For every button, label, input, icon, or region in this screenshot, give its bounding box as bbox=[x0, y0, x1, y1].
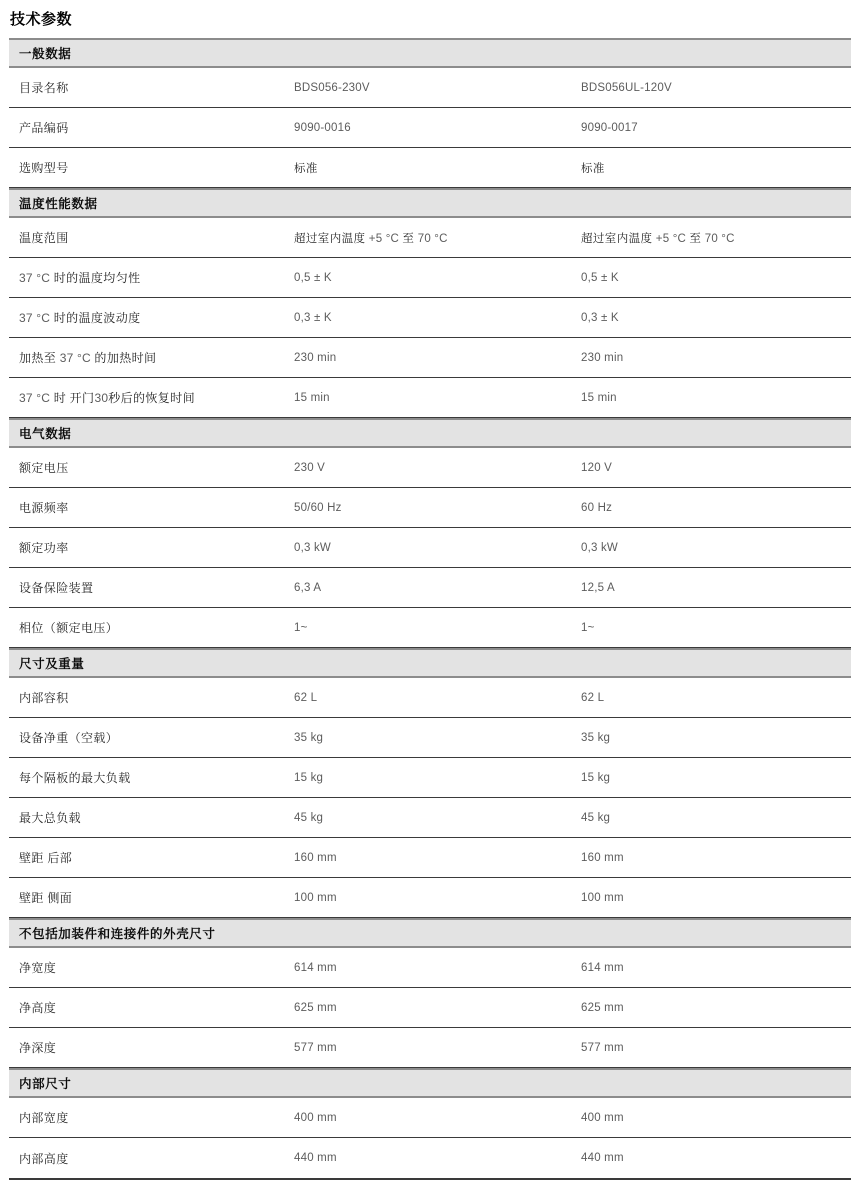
section-header bbox=[9, 918, 851, 948]
spec-row bbox=[9, 948, 851, 988]
spec-value-model-2: 62 L bbox=[581, 691, 605, 704]
spec-row bbox=[9, 798, 851, 838]
section-rows bbox=[9, 218, 851, 418]
spec-value-model-2: 标准 bbox=[581, 162, 605, 175]
spec-row bbox=[9, 988, 851, 1028]
spec-label: 净深度 bbox=[19, 1041, 57, 1055]
spec-value-model-1: 614 mm bbox=[294, 961, 337, 974]
spec-value-model-2: 0,3 kW bbox=[581, 541, 618, 554]
spec-row bbox=[9, 718, 851, 758]
spec-value-model-2: 0,3 ± K bbox=[581, 311, 619, 324]
spec-section bbox=[9, 648, 851, 918]
spec-section bbox=[9, 1068, 851, 1178]
spec-row bbox=[9, 258, 851, 298]
section-header bbox=[9, 38, 851, 68]
section-rows bbox=[9, 448, 851, 648]
spec-value-model-1: 50/60 Hz bbox=[294, 501, 342, 514]
spec-row bbox=[9, 108, 851, 148]
spec-value-model-2: 45 kg bbox=[581, 811, 611, 824]
spec-value-model-1: 45 kg bbox=[294, 811, 324, 824]
spec-label: 相位（额定电压） bbox=[19, 621, 119, 635]
spec-row bbox=[9, 148, 851, 188]
spec-value-model-2: 400 mm bbox=[581, 1111, 624, 1124]
spec-row bbox=[9, 68, 851, 108]
spec-value-model-1: 100 mm bbox=[294, 891, 337, 904]
spec-value-model-2: 60 Hz bbox=[581, 501, 613, 514]
spec-value-model-1: 577 mm bbox=[294, 1041, 337, 1054]
spec-value-model-2: 9090-0017 bbox=[581, 121, 638, 134]
spec-label: 额定功率 bbox=[19, 541, 69, 555]
spec-label: 净高度 bbox=[19, 1001, 57, 1015]
spec-label: 内部高度 bbox=[19, 1151, 69, 1166]
page-title: 技术参数 bbox=[10, 11, 73, 28]
spec-value-model-2: 577 mm bbox=[581, 1041, 624, 1054]
spec-row bbox=[9, 758, 851, 798]
section-title: 不包括加装件和连接件的外壳尺寸 bbox=[19, 927, 216, 941]
spec-value-model-1: BDS056-230V bbox=[294, 81, 370, 94]
spec-label: 内部容积 bbox=[19, 691, 69, 705]
spec-row bbox=[9, 218, 851, 258]
spec-label: 选购型号 bbox=[19, 161, 69, 175]
section-title: 电气数据 bbox=[19, 427, 72, 441]
section-title: 尺寸及重量 bbox=[19, 657, 85, 671]
section-header bbox=[9, 1068, 851, 1098]
section-title: 一般数据 bbox=[19, 47, 72, 61]
spec-row bbox=[9, 298, 851, 338]
spec-label: 内部宽度 bbox=[19, 1111, 69, 1125]
spec-value-model-2: 0,5 ± K bbox=[581, 271, 619, 284]
spec-label: 壁距 后部 bbox=[19, 851, 73, 865]
section-header bbox=[9, 648, 851, 678]
spec-value-model-1: 62 L bbox=[294, 691, 318, 704]
spec-label: 37 °C 时的温度均匀性 bbox=[19, 271, 141, 285]
spec-value-model-2: 超过室内温度 +5 °C 至 70 °C bbox=[581, 232, 735, 245]
spec-value-model-1: 标准 bbox=[294, 162, 318, 175]
spec-row bbox=[9, 838, 851, 878]
spec-label: 额定电压 bbox=[19, 461, 69, 475]
spec-row bbox=[9, 1098, 851, 1138]
spec-label: 最大总负载 bbox=[19, 811, 82, 825]
spec-section bbox=[9, 418, 851, 648]
spec-value-model-2: 160 mm bbox=[581, 851, 624, 864]
spec-value-model-1: 15 min bbox=[294, 391, 330, 404]
spec-row bbox=[9, 568, 851, 608]
spec-label: 电源频率 bbox=[19, 501, 69, 515]
spec-label: 壁距 侧面 bbox=[19, 891, 73, 905]
spec-value-model-2: 120 V bbox=[581, 461, 613, 474]
section-rows bbox=[9, 678, 851, 918]
spec-row bbox=[9, 528, 851, 568]
spec-value-model-2: 15 min bbox=[581, 391, 617, 404]
spec-value-model-1: 35 kg bbox=[294, 731, 324, 744]
section-rows bbox=[9, 948, 851, 1068]
spec-value-model-1: 625 mm bbox=[294, 1001, 337, 1014]
spec-label: 加热至 37 °C 的加热时间 bbox=[19, 351, 157, 365]
section-rows bbox=[9, 68, 851, 188]
spec-value-model-1: 6,3 A bbox=[294, 581, 322, 594]
spec-value-model-1: 440 mm bbox=[294, 1152, 337, 1164]
spec-section bbox=[9, 918, 851, 1068]
spec-label: 设备保险装置 bbox=[19, 581, 94, 595]
spec-value-model-2: 12,5 A bbox=[581, 581, 615, 594]
spec-label: 温度范围 bbox=[19, 231, 69, 245]
spec-value-model-1: 230 V bbox=[294, 461, 326, 474]
spec-row bbox=[9, 608, 851, 648]
spec-row bbox=[9, 338, 851, 378]
spec-row bbox=[9, 678, 851, 718]
spec-row bbox=[9, 378, 851, 418]
spec-value-model-1: 0,3 kW bbox=[294, 541, 331, 554]
spec-value-model-2: 440 mm bbox=[581, 1152, 624, 1164]
spec-value-model-2: 230 min bbox=[581, 351, 624, 364]
spec-value-model-1: 230 min bbox=[294, 351, 337, 364]
section-header bbox=[9, 418, 851, 448]
spec-value-model-2: 15 kg bbox=[581, 771, 611, 784]
spec-label: 37 °C 时的温度波动度 bbox=[19, 311, 141, 325]
spec-value-model-1: 9090-0016 bbox=[294, 121, 351, 134]
spec-section bbox=[9, 38, 851, 188]
spec-value-model-1: 160 mm bbox=[294, 851, 337, 864]
spec-row bbox=[9, 1138, 851, 1178]
spec-row bbox=[9, 878, 851, 918]
section-rows bbox=[9, 1098, 851, 1178]
spec-value-model-2: 100 mm bbox=[581, 891, 624, 904]
spec-row bbox=[9, 488, 851, 528]
spec-label: 净宽度 bbox=[19, 961, 57, 975]
spec-label: 目录名称 bbox=[19, 81, 69, 95]
spec-label: 37 °C 时 开门30秒后的恢复时间 bbox=[19, 391, 196, 405]
section-title: 内部尺寸 bbox=[19, 1077, 72, 1091]
spec-value-model-2: BDS056UL-120V bbox=[581, 81, 672, 94]
spec-value-model-2: 614 mm bbox=[581, 961, 624, 974]
spec-row bbox=[9, 1028, 851, 1068]
spec-label: 设备净重（空载） bbox=[19, 731, 119, 745]
spec-value-model-2: 625 mm bbox=[581, 1001, 624, 1014]
spec-table bbox=[9, 38, 851, 1180]
spec-label: 产品编码 bbox=[19, 121, 69, 135]
spec-row bbox=[9, 448, 851, 488]
section-title: 温度性能数据 bbox=[19, 197, 98, 211]
spec-value-model-1: 400 mm bbox=[294, 1111, 337, 1124]
spec-value-model-1: 1~ bbox=[294, 621, 308, 634]
section-header bbox=[9, 188, 851, 218]
spec-value-model-2: 35 kg bbox=[581, 731, 611, 744]
spec-value-model-2: 1~ bbox=[581, 621, 595, 634]
spec-value-model-1: 15 kg bbox=[294, 771, 324, 784]
spec-value-model-1: 超过室内温度 +5 °C 至 70 °C bbox=[294, 232, 448, 245]
spec-section bbox=[9, 188, 851, 418]
spec-value-model-1: 0,3 ± K bbox=[294, 311, 332, 324]
spec-label: 每个隔板的最大负载 bbox=[19, 771, 131, 785]
spec-value-model-1: 0,5 ± K bbox=[294, 271, 332, 284]
